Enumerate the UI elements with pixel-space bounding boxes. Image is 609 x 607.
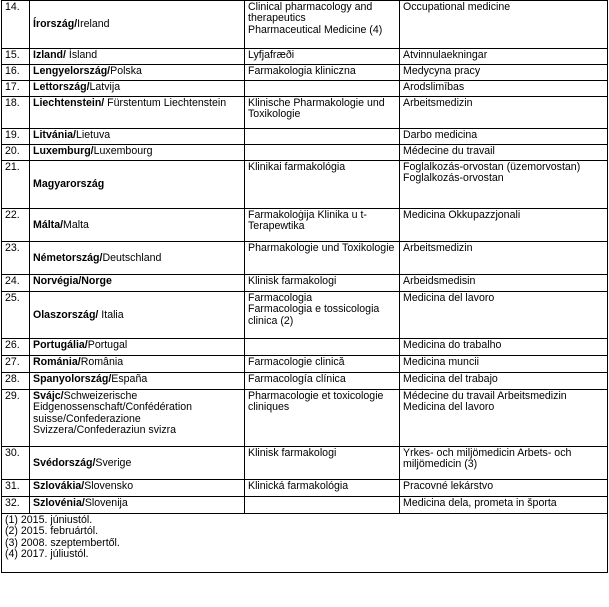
row-number: 21.	[2, 161, 30, 209]
country-cell	[30, 242, 245, 275]
row-number: 32.	[2, 497, 30, 514]
table-row	[2, 65, 608, 81]
row-number: 30.	[2, 447, 30, 480]
country-cell	[30, 129, 245, 145]
pharmacology-cell: Farmakoloġija Klinika u t-Terapewtika	[245, 209, 400, 242]
occupational-cell: Atvinnulaekningar	[400, 49, 608, 65]
pharmacology-cell: Lyfjafræði	[245, 49, 400, 65]
notes-row	[2, 514, 608, 573]
row-number: 25.	[2, 292, 30, 339]
country-cell	[30, 145, 245, 161]
country-name-native: Schweizerische Eidgenossenschaft/Confédération suisse/Confederazione Svizzera/Confederaziun svizra	[33, 390, 193, 437]
country-name-hu: Lengyelország/	[33, 65, 111, 77]
country-name-hu: Szlovákia/	[33, 480, 85, 492]
footnote: (4) 2017. júliustól.	[5, 548, 89, 561]
pharmacology-cell: Farmacología clínica	[245, 373, 400, 390]
occupational-cell: Occupational medicine	[400, 1, 608, 49]
pharmacology-cell: Pharmakologie und Toxikologie	[245, 242, 400, 275]
country-name-hu: Svédország/	[33, 456, 96, 469]
row-number: 31.	[2, 480, 30, 497]
row-number: 24.	[2, 275, 30, 292]
country-cell	[30, 373, 245, 390]
row-number: 14.	[2, 1, 30, 49]
country-name-native: Ísland	[65, 49, 98, 61]
country-name-hu: Írország/	[33, 18, 78, 31]
table-row	[2, 447, 608, 480]
pharmacology-cell	[245, 129, 400, 145]
country-name-hu: Németország/	[33, 251, 103, 264]
row-number: 19.	[2, 129, 30, 145]
country-name-hu: Norvégia/Norge	[33, 275, 112, 287]
country-name-native: Malta	[63, 218, 89, 231]
footnote: (2) 2015. februártól.	[5, 525, 99, 538]
table-row	[2, 275, 608, 292]
row-number: 20.	[2, 145, 30, 161]
occupational-cell: Médecine du travail	[400, 145, 608, 161]
country-name-hu: Málta/	[33, 218, 64, 231]
occupational-cell: Médecine du travail Arbeitsmedizin Medicina del lavoro	[400, 390, 608, 447]
country-name-hu: Svájc/	[33, 390, 64, 402]
pharmacology-cell: Klinische Pharmakologie und Toxikologie	[245, 97, 400, 129]
country-name-hu: Szlovénia/	[33, 497, 85, 509]
country-cell	[30, 447, 245, 480]
country-cell	[30, 49, 245, 65]
table-row	[2, 480, 608, 497]
country-cell	[30, 65, 245, 81]
pharmacology-cell: Pharmacologie et toxicologie cliniques	[245, 390, 400, 447]
pharmacology-cell: Klinisk farmakologi	[245, 447, 400, 480]
table-row	[2, 145, 608, 161]
pharmacology-cell	[245, 145, 400, 161]
row-number: 29.	[2, 390, 30, 447]
pharmacology-cell: Farmacologia Farmacologia e tossicologia clinica (2)	[245, 292, 400, 339]
table-row	[2, 390, 608, 447]
country-name-native: Ireland	[77, 18, 110, 31]
pharmacology-cell: Klinikai farmakológia	[245, 161, 400, 209]
pharmacology-cell: Farmacologie clinică	[245, 356, 400, 373]
occupational-cell: Arbeidsmedisin	[400, 275, 608, 292]
occupational-cell: Arodslimības	[400, 81, 608, 97]
country-cell	[30, 480, 245, 497]
footnote: (3) 2008. szeptembertől.	[5, 536, 120, 549]
row-number: 17.	[2, 81, 30, 97]
table-row	[2, 292, 608, 339]
country-cell	[30, 339, 245, 356]
country-name-hu: Portugália/	[33, 339, 88, 351]
footnote: (1) 2015. júniustól.	[5, 514, 93, 526]
occupational-cell: Medicina do trabalho	[400, 339, 608, 356]
country-cell	[30, 292, 245, 339]
country-cell	[30, 497, 245, 514]
country-name-hu: Litvánia/	[33, 129, 76, 141]
row-number: 28.	[2, 373, 30, 390]
occupational-cell: Darbo medicina	[400, 129, 608, 145]
country-name-native: Slovensko	[84, 480, 134, 492]
row-number: 27.	[2, 356, 30, 373]
country-name-hu: Izland/	[33, 49, 66, 61]
country-name-native: Luxembourg	[93, 145, 153, 157]
country-name-hu: Spanyolország/	[33, 373, 112, 385]
table-row	[2, 209, 608, 242]
occupational-cell: Medicina Okkupazzjonali	[400, 209, 608, 242]
country-name-hu: Lettország/	[33, 81, 90, 93]
table-row	[2, 161, 608, 209]
country-name-hu: Magyarország	[33, 178, 105, 191]
pharmacology-cell: Klinická farmakológia	[245, 480, 400, 497]
country-name-native: Sverige	[95, 456, 132, 469]
table-row	[2, 497, 608, 514]
table-row	[2, 129, 608, 145]
country-cell	[30, 209, 245, 242]
country-cell	[30, 356, 245, 373]
country-name-hu: Románia/	[33, 356, 81, 368]
row-number: 23.	[2, 242, 30, 275]
row-number: 22.	[2, 209, 30, 242]
country-name-native: Italia	[98, 308, 124, 321]
occupational-cell: Arbeitsmedizin	[400, 242, 608, 275]
occupational-cell: Arbeitsmedizin	[400, 97, 608, 129]
country-name-native: Fürstentum Liechtenstein	[104, 97, 227, 109]
row-number: 18.	[2, 97, 30, 129]
country-name-native: Lietuva	[75, 129, 111, 141]
occupational-cell: Medycyna pracy	[400, 65, 608, 81]
occupational-cell: Yrkes- och miljömedicin Arbets- och miljömedicin (3)	[400, 447, 608, 480]
country-name-native: Latvija	[89, 81, 121, 93]
pharmacology-cell	[245, 339, 400, 356]
table-row	[2, 242, 608, 275]
occupational-cell: Medicina dela, prometa in športa	[400, 497, 608, 514]
country-cell	[30, 161, 245, 209]
occupational-cell: Foglalkozás-orvostan (üzemorvostan) Foglalkozás-orvostan	[400, 161, 608, 209]
pharmacology-cell	[245, 81, 400, 97]
country-name-native: Polska	[110, 65, 142, 77]
country-cell	[30, 275, 245, 292]
country-name-hu: Liechtenstein/	[33, 97, 105, 109]
table-row	[2, 97, 608, 129]
table-row	[2, 1, 608, 49]
country-name-hu: Luxemburg/	[33, 145, 94, 157]
country-name-native: Slovenija	[84, 497, 128, 509]
table-row	[2, 356, 608, 373]
specialties-table	[1, 0, 608, 573]
table-row	[2, 49, 608, 65]
table-row	[2, 81, 608, 97]
pharmacology-cell: Clinical pharmacology and therapeutics Pharmaceutical Medicine (4)	[245, 1, 400, 49]
country-name-hu: Olaszország/	[33, 308, 99, 321]
country-name-native: România	[80, 356, 124, 368]
pharmacology-cell	[245, 497, 400, 514]
pharmacology-cell: Klinisk farmakologi	[245, 275, 400, 292]
occupational-cell: Medicina del lavoro	[400, 292, 608, 339]
country-cell	[30, 390, 245, 447]
table-row	[2, 339, 608, 356]
occupational-cell: Medicina muncii	[400, 356, 608, 373]
country-name-native: Portugal	[87, 339, 128, 351]
country-cell	[30, 97, 245, 129]
footnotes	[2, 514, 608, 573]
occupational-cell: Pracovné lekárstvo	[400, 480, 608, 497]
country-cell	[30, 81, 245, 97]
occupational-cell: Medicina del trabajo	[400, 373, 608, 390]
country-name-native: Deutschland	[102, 251, 162, 264]
row-number: 15.	[2, 49, 30, 65]
row-number: 26.	[2, 339, 30, 356]
row-number: 16.	[2, 65, 30, 81]
country-cell	[30, 1, 245, 49]
table-row	[2, 373, 608, 390]
country-name-native: España	[111, 373, 148, 385]
pharmacology-cell: Farmakologia kliniczna	[245, 65, 400, 81]
